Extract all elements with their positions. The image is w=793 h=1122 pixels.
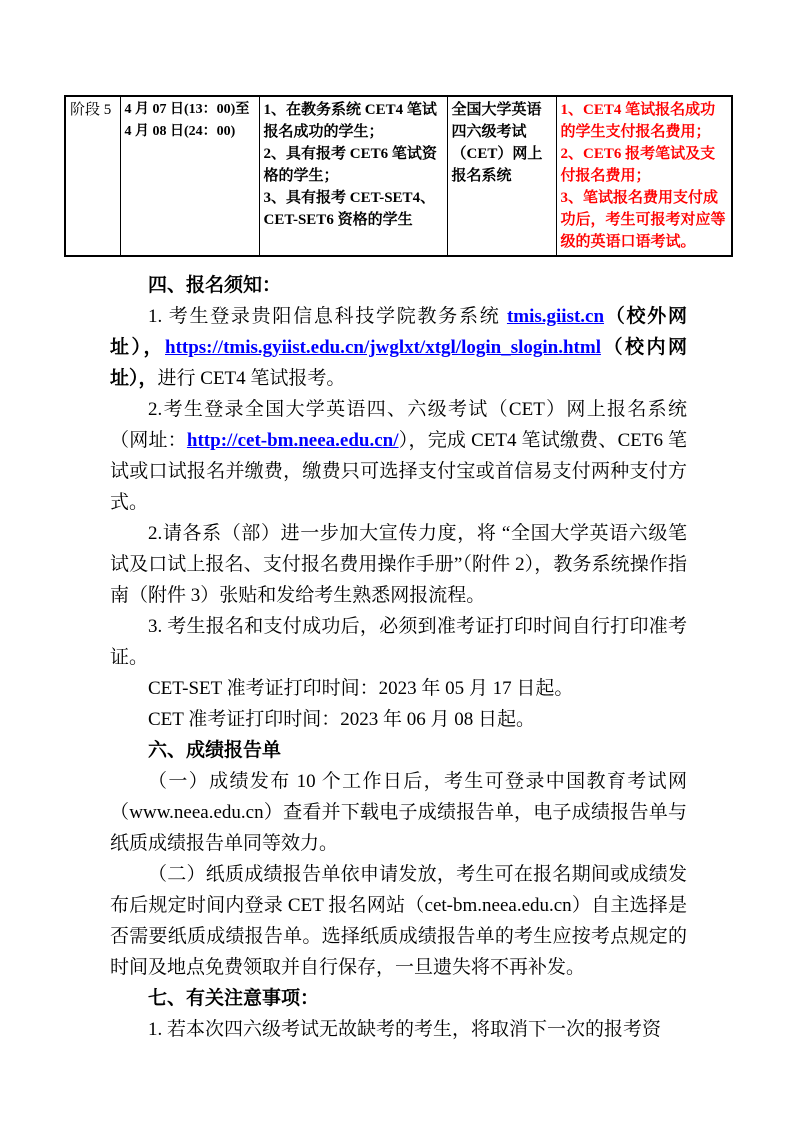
notice-paragraph-4: 3. 考生报名和支付成功后，必须到准考证打印时间自行打印准考证。 (110, 616, 687, 668)
notice-p2-text-2: ），完成 CET4 笔试缴费、CET6 笔试或口试报名并缴费，缴费只可选择支付宝或首信易支付两种支付方式。 (110, 430, 687, 513)
section-heading-remarks: 七、有关注意事项： (148, 988, 320, 1009)
notice-p1-internal-label: （校内网址）， (110, 337, 687, 389)
notice-paragraph-1 (110, 301, 687, 394)
eligible-item: 3、具有报考 CET-SET4、CET-SET6 资格的学生 (263, 190, 436, 228)
eligible-item: 1、在教务系统 CET4 笔试报名成功的学生； (263, 102, 437, 140)
link-cet-bm[interactable]: http://cet-bm.neea.edu.cn/ (186, 430, 399, 451)
notice-p1-text-1: 1. 考生登录贵阳信息科技学院教务系统 (148, 306, 507, 327)
report-paragraph-1: （一）成绩发布 10 个工作日后，考生可登录中国教育考试网（www.neea.edu.cn）查看并下载电子成绩报告单，电子成绩报告单与纸质成绩报告单同等效力。 (110, 771, 687, 854)
link-tmis-internal[interactable]: https://tmis.gyiist.edu.cn/jwglxt/xtgl/login_slogin.html (165, 337, 601, 358)
report-paragraph-2: （二）纸质成绩报告单依申请发放，考生可在报名期间或成绩发布后规定时间内登录 CET 报名网站（cet-bm.neea.edu.cn）自主选择是否需要纸质成绩报告单。选择纸质成绩报告单的考生应按考点规定的时间及地点免费领取并自行保存，一旦遗失将不再补发。 (110, 864, 687, 978)
notice-p1-text-2: 进行 CET4 笔试报考。 (157, 368, 346, 389)
time-line-1: 4 月 07 日(13：00)至 (124, 102, 250, 117)
notice-p2-text-1: 2.考生登录全国大学英语四、六级考试（CET）网上报名系统（网址： (110, 399, 687, 451)
task-item: 2、CET6 报考笔试及支付报名费用； (560, 146, 716, 184)
eligible-students-cell (259, 96, 447, 256)
task-item: 1、CET4 笔试报名成功的学生支付报名费用； (560, 102, 716, 140)
notice-paragraph-2 (110, 394, 687, 518)
eligible-item: 2、具有报考 CET6 笔试资格的学生； (263, 146, 437, 184)
section-heading-registration-notice: 四、报名须知： (148, 275, 282, 296)
registration-stage-table (64, 95, 733, 257)
table-row (65, 96, 732, 256)
remarks-paragraph-1: 1. 若本次四六级考试无故缺考的考生，将取消下一次的报考资 (148, 1019, 662, 1040)
system-cell: 全国大学英语四六级考试（CET）网上报名系统 (447, 96, 556, 256)
stage-cell: 阶段 5 (65, 96, 120, 256)
notice-paragraph-3: 2.请各系（部）进一步加大宣传力度，将 “全国大学英语六级笔试及口试上报名、支付报名费用操作手册”（附件 2），教务系统操作指南（附件 3）张贴和发给考生熟悉网报流程。 (110, 523, 687, 606)
cet-set-print-time-line: CET-SET 准考证打印时间：2023 年 05 月 17 日起。 (148, 678, 574, 699)
cet-print-time-line: CET 准考证打印时间：2023 年 06 月 08 日起。 (148, 709, 536, 730)
time-cell (120, 96, 259, 256)
notice-p1-external-label: （校外网址）， (110, 306, 687, 358)
section-heading-score-report: 六、成绩报告单 (148, 740, 282, 761)
time-line-2: 4 月 08 日(24：00) (124, 124, 236, 139)
link-tmis-external[interactable]: tmis.giist.cn (506, 306, 605, 327)
task-item: 3、笔试报名费用支付成功后，考生可报考对应等级的英语口语考试。 (560, 190, 726, 250)
document-body (110, 270, 687, 1045)
tasks-cell (556, 96, 732, 256)
